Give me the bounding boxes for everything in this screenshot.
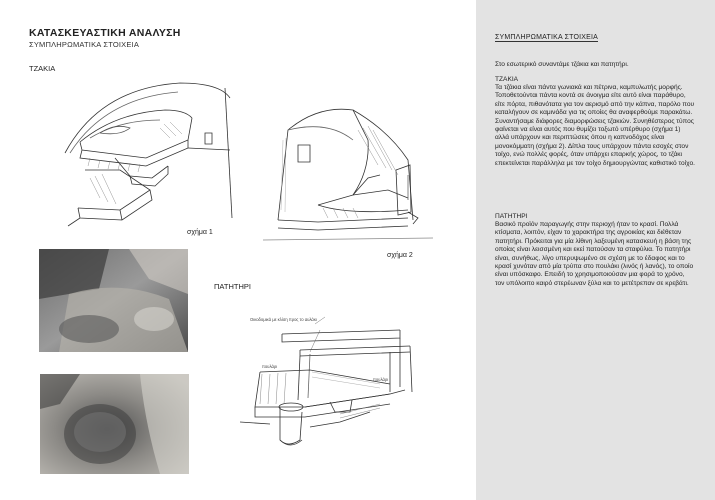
section-label-fireplaces: ΤΖΑΚΙΑ: [29, 64, 56, 73]
page-title: ΚΑΤΑΣΚΕΥΑΣΤΙΚΗ ΑΝΑΛΥΣΗ: [29, 27, 181, 39]
winepress-title: ΠΑΤΗΤΗΡΙ: [495, 213, 528, 220]
winepress-body: Βασικό προϊόν παραγωγής στην περιοχή ήταν το κρασί. Πολλά κτίσματα, λοιπόν, είχαν το χαρακτήρα της αγροικίας και διέθεταν πατητήρι. Πρόκειται για μία λίθινη λαξευμένη κατασκευή η βάση της οποίας είναι λεισσμένη και εκεί πατούσαν τα σταφύλια. Το πατητήρι είναι, συνήθως, λίγο υπερυψωμένο σε σχέση με το έδαφος και το κρασί χυνόταν από μία τρύπα στο πουλάκι (λινός ή λανός), το οποίο είναι υπόσκαφο. Επειδή το χρησιμοποιούσαν μια φορά το χρόνο, τον υπόλοιπο καιρό στερέωναν ξύλα και το μετέτρεπαν σε κρεβάτι.: [495, 221, 694, 287]
right-intro: Στο εσωτερικό συναντάμε τζάκια και πατητήρι.: [495, 61, 629, 68]
winepress-sketch: [240, 312, 420, 454]
winepress-photo: [40, 374, 189, 474]
fireplaces-title: ΤΖΑΚΙΑ: [495, 76, 519, 83]
fireplace-photo: [39, 249, 188, 352]
section-label-winepress: ΠΑΤΗΤΗΡΙ: [214, 282, 251, 291]
sketch-annotation-top: Οικοδομικά με κλίση προς το αυλάκι: [250, 317, 317, 322]
fireplace-sketch-2: [258, 100, 438, 250]
sketch-annotation-pouli-right: πουλάρι: [373, 377, 389, 382]
page-subtitle: ΣΥΜΠΛΗΡΩΜΑΤΙΚΑ ΣΤΟΙΧΕΙΑ: [29, 40, 140, 49]
figure-1-caption: σχήμα 1: [187, 229, 213, 236]
sketch-annotation-pouli-left: πουλάρι: [262, 364, 278, 369]
right-heading: ΣΥΜΠΛΗΡΩΜΑΤΙΚΑ ΣΤΟΙΧΕΙΑ: [495, 34, 599, 41]
fireplaces-body: Τα τζάκια είναι πάντα γωνιακά και πέτρινα, καμπυλωτής μορφής. Τοποθετούνται πάντα κοντά σε άνοιγμα είτε αυτό είναι παράθυρο, είτε πόρτα, πιθανότατα για τον αερισμό από την κάπνα, παρόλο που καταλήγουν σε καμινάδα για τις οποίες θα αναφερθούμε παρακάτω. Συναντήσαμε διάφορες διαμορφώσεις τζακιών. Συνηθέστερος τύπος φαίνεται να είναι αυτός που θυμίζει τοξωτό υπέρθυρο (σχήμα 1) αλλά υπάρχουν και περιπτώσεις όπου η καπνοδόχος είναι μονοκόμματη (σχήμα 2). Δίπλα τους υπάρχουν πάντα εσοχές στον τοίχο, ενώ πολλές φορές, όταν υπάρχει επαρκής χώρος, το τζάκι επεκτείνεται παράλληλα με τον τοίχο δημιουργώντας καθιστικό τοίχο.: [495, 84, 695, 167]
fireplace-sketch-1: [60, 78, 235, 228]
figure-2-caption: σχήμα 2: [387, 252, 413, 259]
